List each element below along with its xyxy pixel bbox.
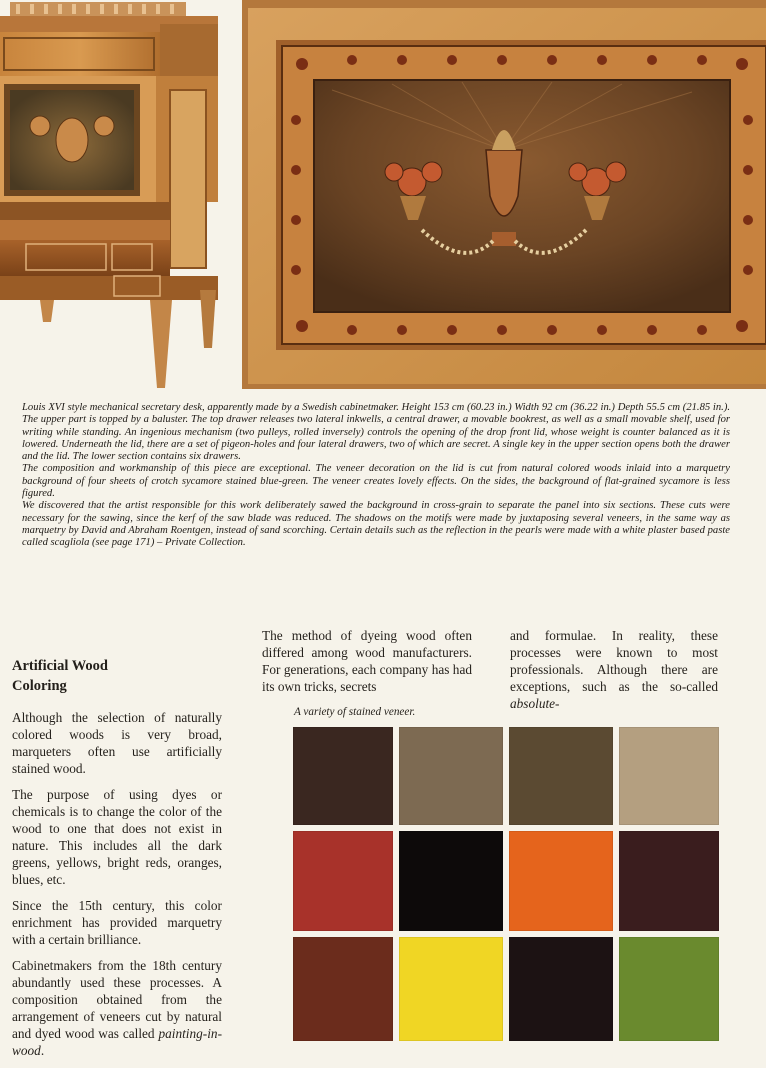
stained-veneer-swatch-grid xyxy=(293,727,718,1042)
veneer-swatch xyxy=(293,727,393,825)
painting-in-wood-term: painting-in-wood xyxy=(12,1026,222,1058)
marquetry-panel-illustration xyxy=(242,0,766,389)
middle-column xyxy=(262,627,472,695)
right-paragraph xyxy=(510,627,718,712)
secretary-desk-illustration xyxy=(0,0,228,392)
left-paragraph-4-end: . xyxy=(40,1043,45,1058)
section-heading-line-1: Artificial Wood xyxy=(12,658,108,674)
section-heading-line-2: Coloring xyxy=(12,678,67,694)
right-paragraph-text: and formulae. In reality, these processes were known to most professionals. Although there are exceptions, such as the so-called xyxy=(510,628,718,694)
veneer-swatch xyxy=(293,831,393,931)
photo-caption xyxy=(22,402,730,550)
veneer-swatch xyxy=(509,831,613,931)
caption-paragraph-3: We discovered that the artist responsible for this work deliberately sawed the background in cross-grain to separate the panel into six sections. These cuts were necessary for the sawing, since the kerf of the saw blade was reduced. The shadows on the motifs were made by juxtaposing several veneers, in the same way as marquetry by David and Abraham Roentgen, instead of sand scorching. Certain details such as the reflection in the pearls were made with a white plaster based paste called scagliola (see page 171) – Private Collection. xyxy=(22,500,730,549)
veneer-swatch xyxy=(399,727,503,825)
swatch-caption: A variety of stained veneer. xyxy=(294,706,416,718)
veneer-swatch xyxy=(293,937,393,1041)
caption-paragraph-2: The composition and workmanship of this piece are exceptional. The veneer decoration on the lid is cut from natural colored woods inlaid into a marquetry background of four sheets of crotch sycamore stained blue-green. The veneer creates lovely effects. On the sides, the background of flat-grained sycamore is less figured. xyxy=(22,463,730,500)
veneer-swatch xyxy=(399,937,503,1041)
veneer-swatch xyxy=(399,831,503,931)
caption-paragraph-1: Louis XVI style mechanical secretary desk, apparently made by a Swedish cabinetmaker. Height 153 cm (60.23 in.) Width 92 cm (36.22 in.) Depth 55.5 cm (21.85 in.). The upper part is topped by a baluster. The top drawer releases two lateral inkwells, a central drawer, a movable bookrest, as well as a small movable shelf, used for writing while standing. An ingenious mechanism (two pulleys, rolled inversely) controls the opening of the drop front lid, whose weight is counter balanced as it is lowered. Underneath the lid, there are a set of pigeon-holes and four lateral drawers, two of which are secret. A single key in the upper section opens both the drawer and the lid. The lower section contains six drawers. xyxy=(22,402,730,463)
left-column xyxy=(12,709,222,1068)
left-paragraph-3: Since the 15th century, this color enrichment has provided marquetry with a certain brilliance. xyxy=(12,898,222,947)
veneer-swatch xyxy=(619,727,719,825)
left-paragraph-4 xyxy=(12,957,222,1059)
left-paragraph-4-text: Cabinetmakers from the 18th century abundantly used these processes. A composition obtained from the arrangement of veneers cut by natural and dyed wood was called xyxy=(12,958,222,1041)
left-paragraph-2: The purpose of using dyes or chemicals is to change the color of the wood to one that does not exist in nature. This includes all the dark greens, yellows, bright reds, oranges, blues, etc. xyxy=(12,787,222,887)
veneer-swatch xyxy=(619,937,719,1041)
section-heading xyxy=(12,656,172,696)
right-column xyxy=(510,627,718,712)
desk-photo xyxy=(0,0,228,392)
middle-paragraph: The method of dyeing wood often differed among wood manufacturers. For generations, each company has had its own tricks, secrets xyxy=(262,628,472,694)
veneer-swatch xyxy=(509,727,613,825)
left-paragraph-1: Although the selection of naturally colored woods is very broad, marqueters often use artificially stained wood. xyxy=(12,710,222,776)
lid-marquetry-photo xyxy=(242,0,766,389)
veneer-swatch xyxy=(509,937,613,1041)
absolute-term: absolute- xyxy=(510,696,560,711)
veneer-swatch xyxy=(619,831,719,931)
